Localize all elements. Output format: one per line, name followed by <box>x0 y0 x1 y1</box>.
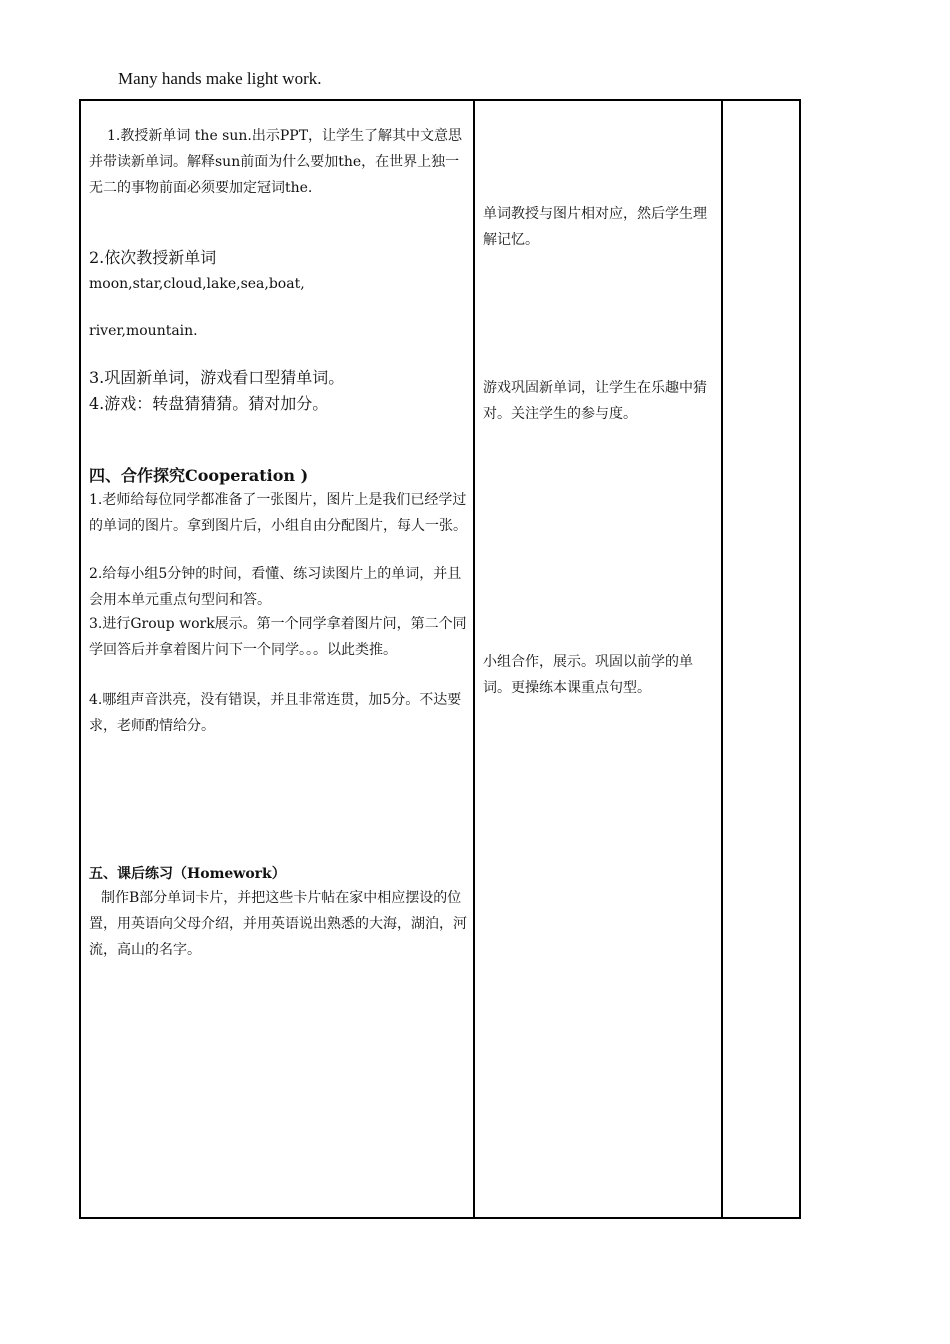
cooperation-title: 四、合作探究Cooperation ) <box>89 466 309 485</box>
homework-text: 制作B部分单词卡片，并把这些卡片帖在家中相应摆设的位置，用英语向父母介绍，并用英语说出熟悉的大海，湖泊，河流，高山的名字。 <box>89 890 467 958</box>
step-2-title: 2.依次教授新单词 <box>89 248 217 267</box>
step-3-text: 3.巩固新单词，游戏看口型猜单词。 <box>89 368 345 387</box>
cooperation-item-2: 2.给每小组5分钟的时间，看懂、练习读图片上的单词，并且会用本单元重点句型问和答。 <box>89 566 462 608</box>
column-divider <box>473 101 475 1217</box>
note-3: 小组合作，展示。巩固以前学的单词。更操练本课重点句型。 <box>483 654 693 696</box>
note-1: 单词教授与图片相对应，然后学生理解记忆。 <box>483 206 707 248</box>
cooperation-item-1: 1.老师给每位同学都准备了一张图片，图片上是我们已经学过的单词的图片。拿到图片后，小组自由分配图片，每人一张。 <box>89 492 467 534</box>
step-1-text: 1.教授新单词 the sun.出示PPT，让学生了解其中文意思并带读新单词。解释sun前面为什么要加the，在世界上独一无二的事物前面必须要加定冠词the. <box>89 128 463 196</box>
note-2: 游戏巩固新单词，让学生在乐趣中猜对。关注学生的参与度。 <box>483 380 707 422</box>
column-divider <box>721 101 723 1217</box>
cooperation-item-3: 3.进行Group work展示。第一个同学拿着图片问，第二个同学回答后并拿着图片问下一个同学。。。以此类推。 <box>89 616 467 658</box>
motto-text: Many hands make light work. <box>118 69 322 88</box>
step-2-words-line-2: river,mountain. <box>89 323 198 339</box>
lesson-table <box>79 99 801 1219</box>
step-4-text: 4.游戏：转盘猜猜猜。猜对加分。 <box>89 394 329 413</box>
cooperation-item-4: 4.哪组声音洪亮，没有错误，并且非常连贯，加5分。不达要求，老师酌情给分。 <box>89 692 462 734</box>
step-2-words-line-1: moon,star,cloud,lake,sea,boat, <box>89 276 305 292</box>
homework-title: 五、课后练习（Homework） <box>89 866 286 882</box>
